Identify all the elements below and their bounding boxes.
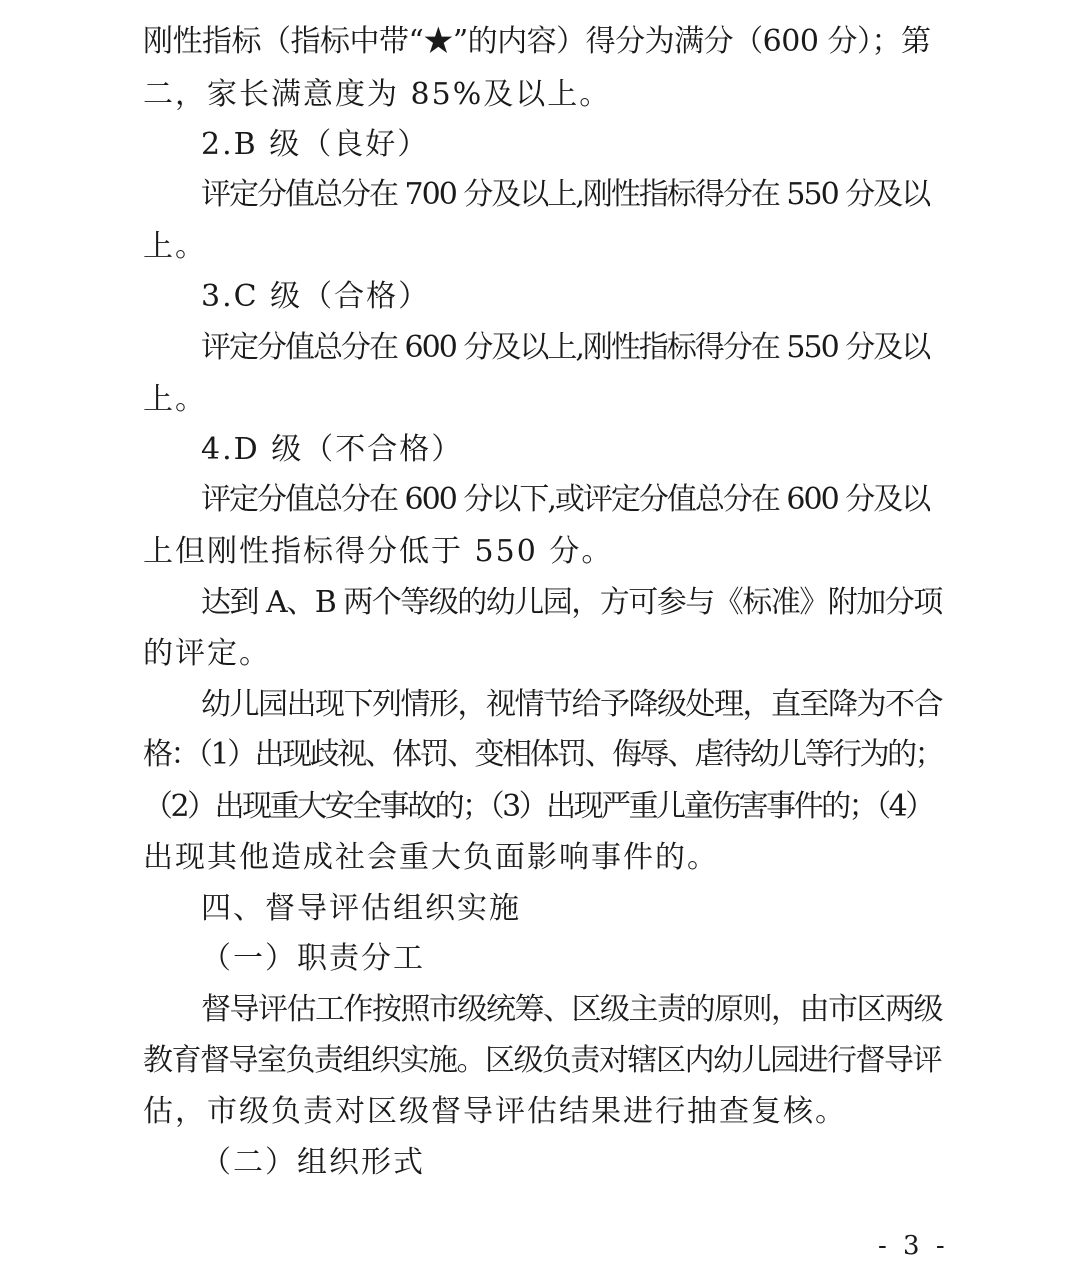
page-number: - 3 - <box>878 1231 949 1261</box>
text-line-12: 达到 A、B 两个等级的幼儿园，方可参与《标准》附加分项 <box>201 585 942 620</box>
text-line-4: 评定分值总分在 700 分及以上,刚性指标得分在 550 分及以 <box>201 177 930 212</box>
section-heading-d-level: 4.D 级（不合格） <box>201 432 464 467</box>
text-line-22: 估，市级负责对区级督导评估结果进行抽查复核。 <box>143 1094 847 1129</box>
text-line-1: 刚性指标（指标中带“★”的内容）得分为满分（600 分）；第 <box>143 24 931 59</box>
subsection-heading-two: （二）组织形式 <box>201 1145 425 1180</box>
text-line-7: 评定分值总分在 600 分及以上,刚性指标得分在 550 分及以 <box>201 330 930 365</box>
text-line-2: 二，家长满意度为 85%及以上。 <box>143 77 612 112</box>
text-line-10: 评定分值总分在 600 分以下,或评定分值总分在 600 分及以 <box>201 482 930 517</box>
text-line-16: （2）出现重大安全事故的；（3）出现严重儿童伤害事件的；（4） <box>143 789 933 824</box>
section-heading-b-level: 2.B 级（良好） <box>201 127 430 162</box>
text-line-8: 上。 <box>143 382 207 417</box>
section-heading-c-level: 3.C 级（合格） <box>201 279 431 314</box>
subsection-heading-one: （一）职责分工 <box>201 941 425 976</box>
text-line-13: 的评定。 <box>143 636 271 671</box>
text-line-11: 上但刚性指标得分低于 550 分。 <box>143 534 614 569</box>
text-line-20: 督导评估工作按照市级统筹、区级主责的原则，由市区两级 <box>201 992 942 1027</box>
section-heading-four: 四、督导评估组织实施 <box>201 891 521 926</box>
text-line-5: 上。 <box>143 229 207 264</box>
text-line-21: 教育督导室负责组织实施。区级负责对辖区内幼儿园进行督导评 <box>143 1043 941 1078</box>
text-line-17: 出现其他造成社会重大负面影响事件的。 <box>143 840 719 875</box>
text-line-15: 格：（1）出现歧视、体罚、变相体罚、侮辱、虐待幼儿等行为的； <box>143 737 943 772</box>
text-line-14: 幼儿园出现下列情形，视情节给予降级处理，直至降为不合 <box>201 687 942 722</box>
